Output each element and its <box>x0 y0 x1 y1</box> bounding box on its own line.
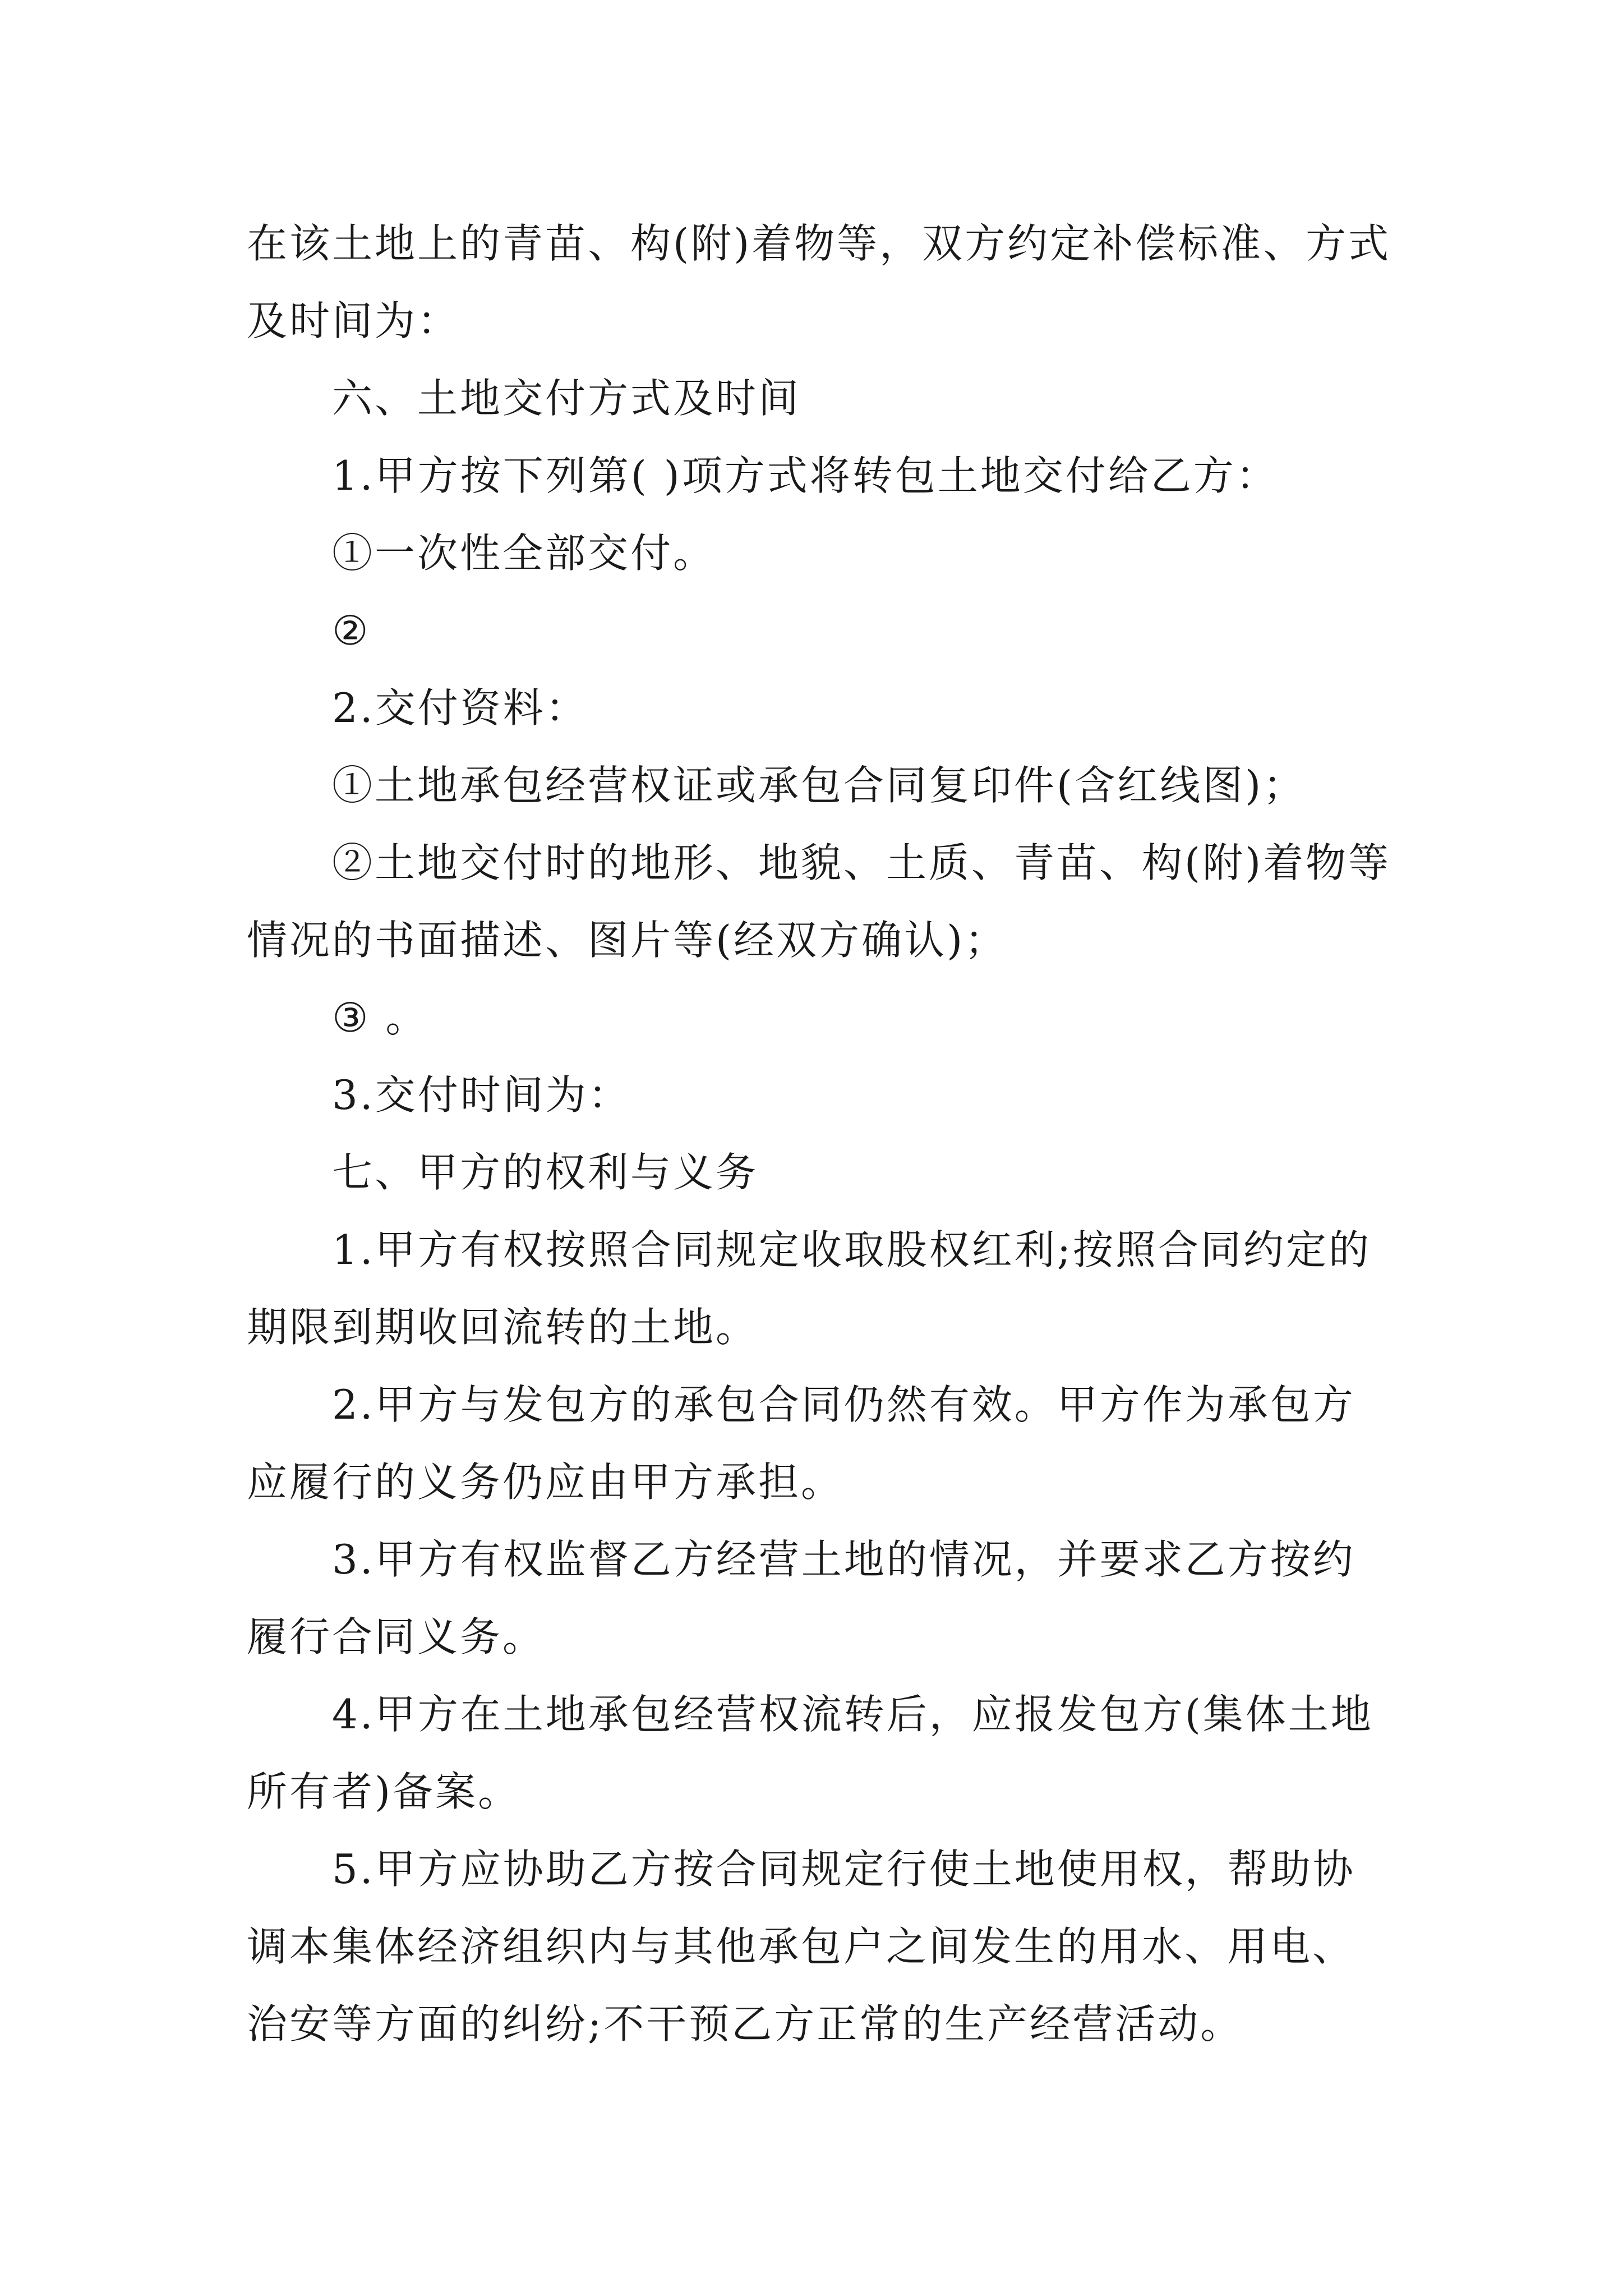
paragraph-party-a-right-4: 4.甲方在土地承包经营权流转后，应报发包方(集体土地所有者)备案。 <box>247 1691 1373 1815</box>
heading-section-6: 六、土地交付方式及时间 <box>332 375 801 422</box>
list-item-option-1: ①一次性全部交付。 <box>332 530 716 577</box>
paragraph-compensation: 在该土地上的青苗、构(附)着物等，双方约定补偿标准、方式及时间为： <box>247 220 1391 344</box>
list-item-option-2: ② <box>332 607 371 654</box>
list-item-material-3: ③ 。 <box>332 994 428 1041</box>
paragraph-delivery-time: 3.交付时间为： <box>332 1071 631 1119</box>
paragraph-party-a-right-2: 2.甲方与发包方的承包合同仍然有效。甲方作为承包方应履行的义务仍应由甲方承担。 <box>247 1381 1355 1506</box>
document-body <box>247 205 1396 2063</box>
paragraph-delivery-materials: 2.交付资料： <box>332 684 588 731</box>
list-item-material-1: ①土地承包经营权证或承包合同复印件(含红线图)； <box>332 762 1306 809</box>
list-item-material-2: ②土地交付时的地形、地貌、土质、青苗、构(附)着物等情况的书面描述、图片等(经双方确认)； <box>247 839 1391 964</box>
paragraph-party-a-right-1: 1.甲方有权按照合同规定收取股权红利;按照合同约定的期限到期收回流转的土地。 <box>247 1226 1371 1351</box>
paragraph-delivery-method: 1.甲方按下列第( )项方式将转包土地交付给乙方： <box>332 452 1279 499</box>
heading-section-7: 七、甲方的权利与义务 <box>332 1149 759 1196</box>
paragraph-party-a-right-5: 5.甲方应协助乙方按合同规定行使土地使用权，帮助协调本集体经济组织内与其他承包户之间发生的用水、用电、治安等方面的纠纷;不干预乙方正常的生产经营活动。 <box>247 1846 1355 2047</box>
paragraph-party-a-right-3: 3.甲方有权监督乙方经营土地的情况，并要求乙方按约履行合同义务。 <box>247 1536 1355 1660</box>
